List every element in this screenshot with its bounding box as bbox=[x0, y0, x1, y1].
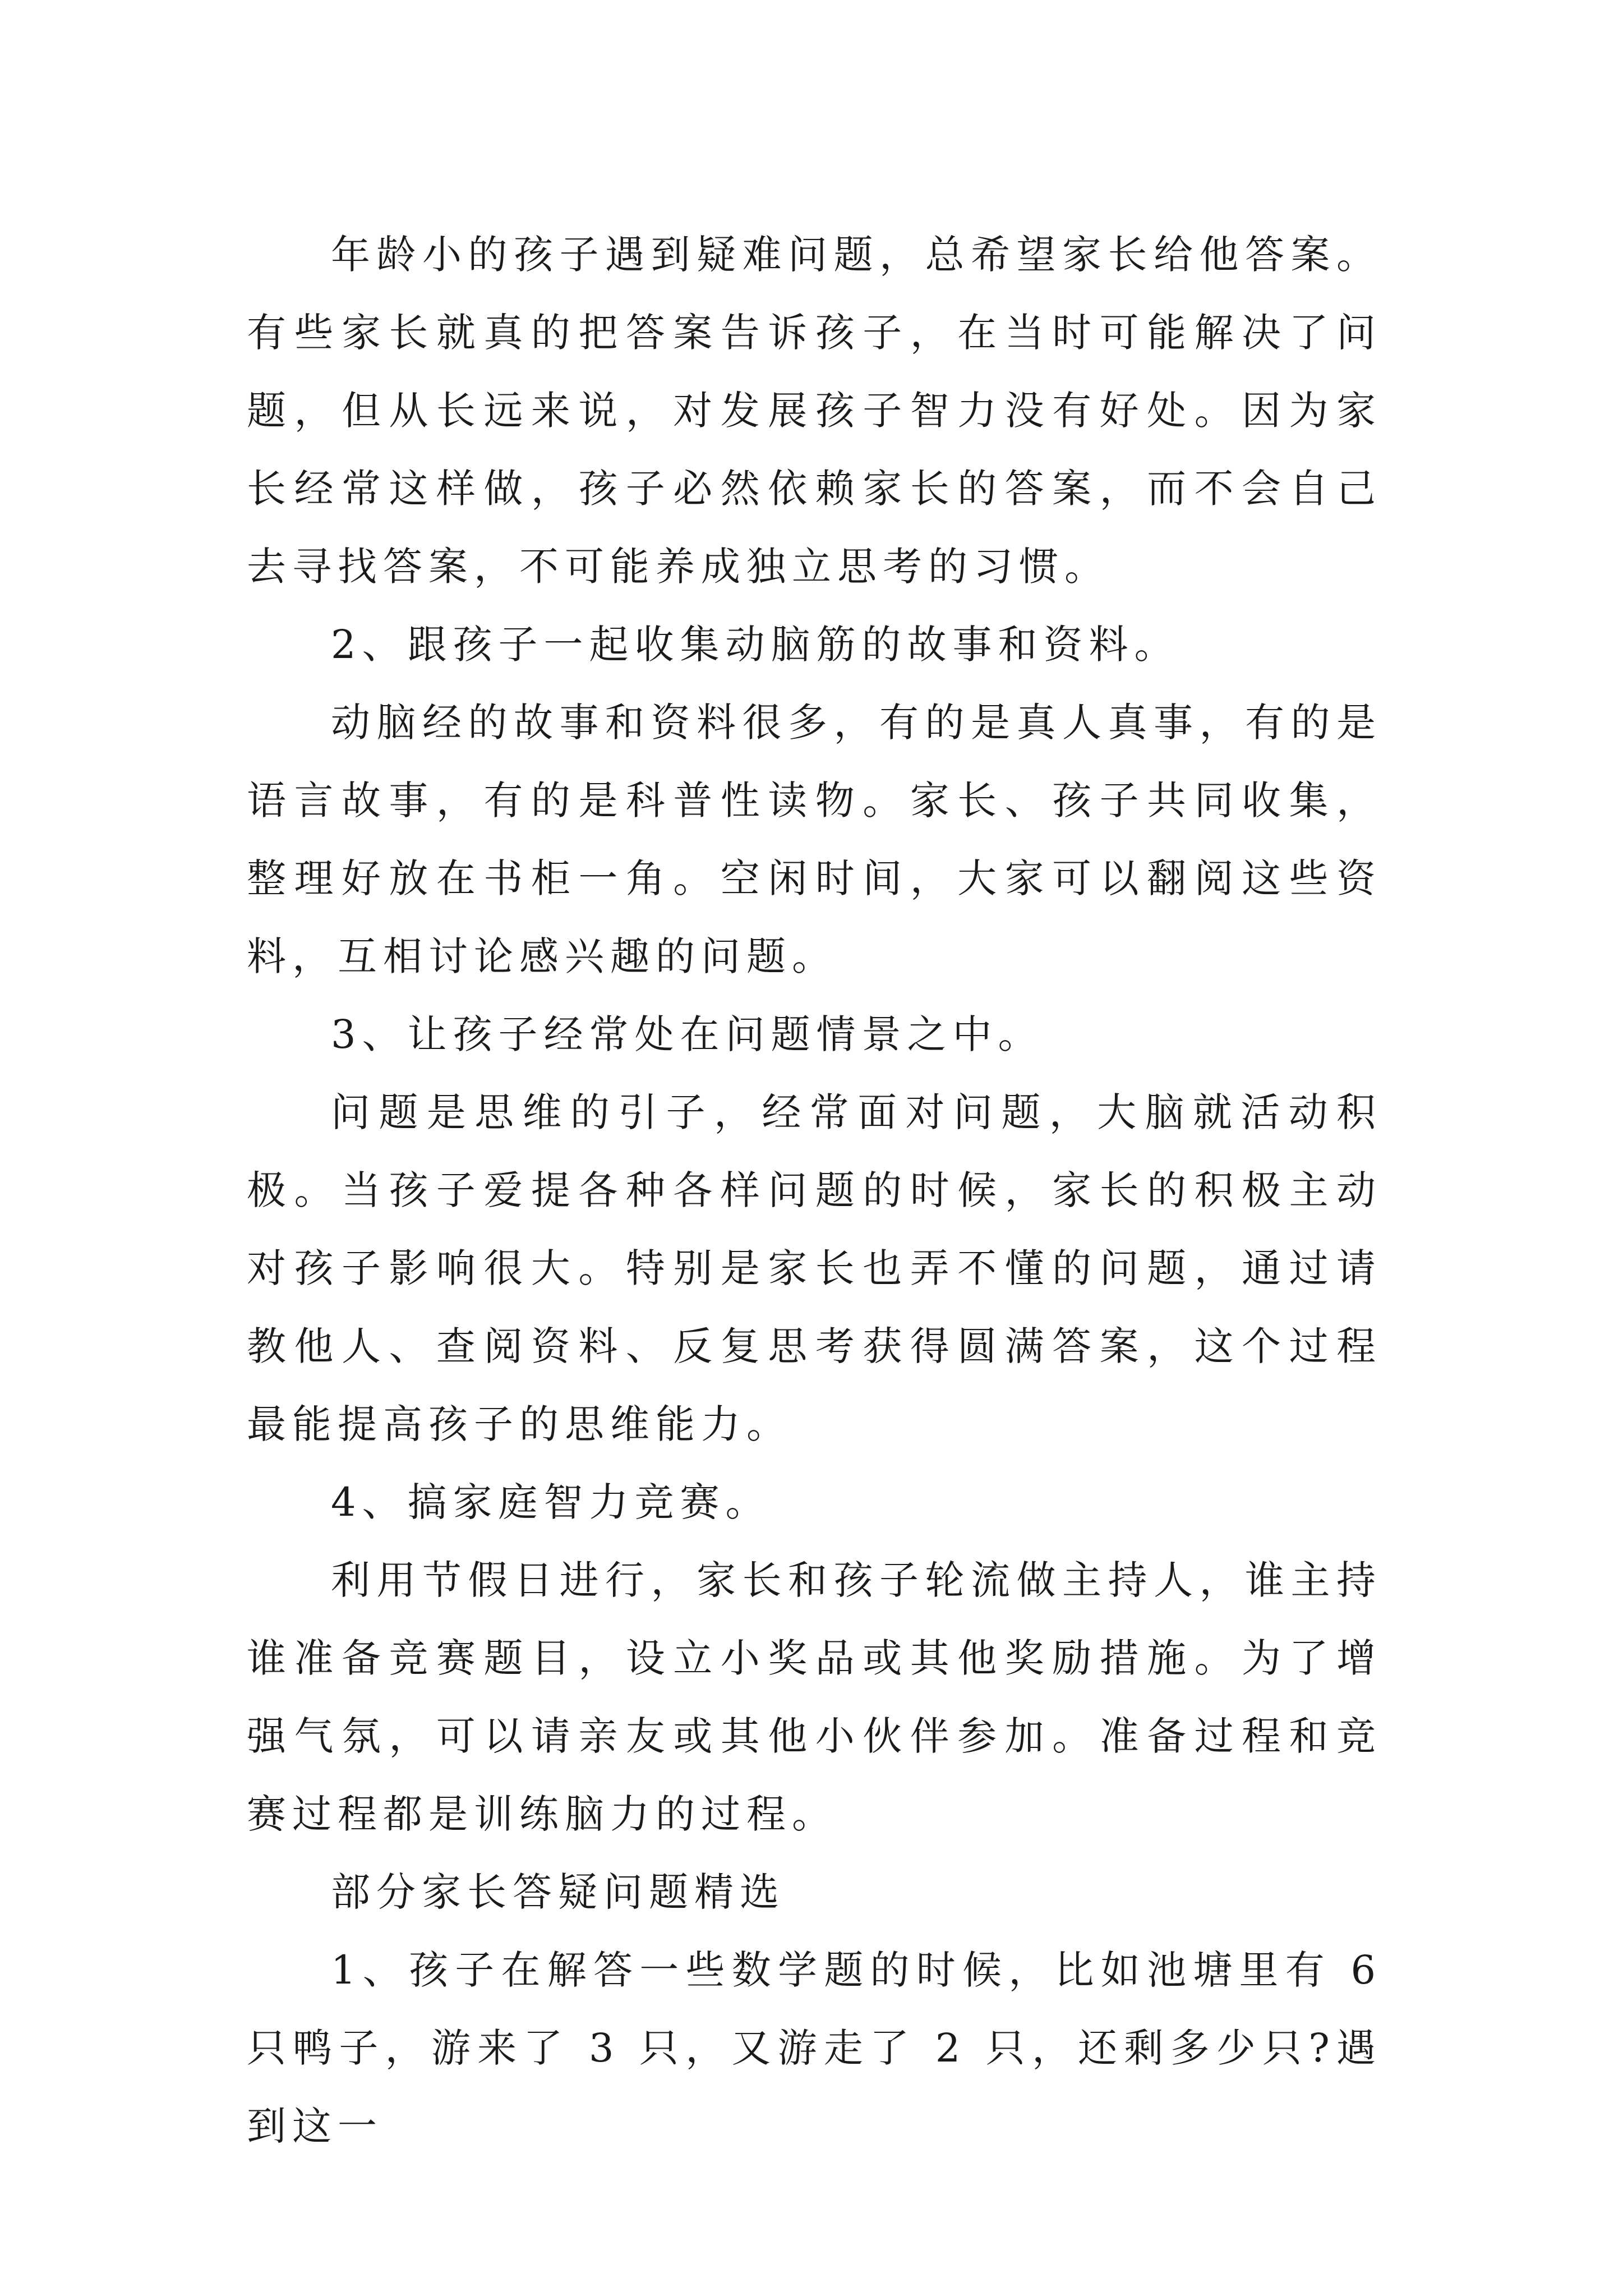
paragraph-answer-dependence: 年龄小的孩子遇到疑难问题，总希望家长给他答案。有些家长就真的把答案告诉孩子，在当时可能解决了问题，但从长远来说，对发展孩子智力没有好处。因为家长经常这样做，孩子必然依赖家长的答案，而不会自己去寻找答案，不可能养成独立思考的习惯。 bbox=[247, 232, 1382, 590]
paragraph-family-quiz: 利用节假日进行，家长和孩子轮流做主持人，谁主持谁准备竞赛题目，设立小奖品或其他奖励措施。为了增强气氛，可以请亲友或其他小伙伴参加。准备过程和竞赛过程都是训练脑力的过程。 bbox=[247, 1557, 1382, 1837]
heading-problem-situations: 3、让孩子经常处在问题情景之中。 bbox=[331, 1011, 1044, 1057]
heading-collect-stories: 2、跟孩子一起收集动脑筋的故事和资料。 bbox=[331, 622, 1180, 668]
section-title-parent-qa: 部分家长答疑问题精选 bbox=[331, 1869, 785, 1915]
paragraph-qa-duck-problem: 1、孩子在解答一些数学题的时候，比如池塘里有 6 只鸭子，游来了 3 只，又游走了 2 只，还剩多少只?遇到这一 bbox=[247, 1947, 1382, 2149]
heading-family-quiz: 4、搞家庭智力竞赛。 bbox=[331, 1479, 771, 1525]
paragraph-collect-stories: 动脑经的故事和资料很多，有的是真人真事，有的是语言故事，有的是科普性读物。家长、孩子共同收集，整理好放在书柜一角。空闲时间，大家可以翻阅这些资料，互相讨论感兴趣的问题。 bbox=[247, 700, 1382, 979]
paragraph-problem-situations: 问题是思维的引子，经常面对问题，大脑就活动积极。当孩子爱提各种各样问题的时候，家长的积极主动对孩子影响很大。特别是家长也弄不懂的问题，通过请教他人、查阅资料、反复思考获得圆满答案，这个过程最能提高孩子的思维能力。 bbox=[247, 1089, 1382, 1447]
